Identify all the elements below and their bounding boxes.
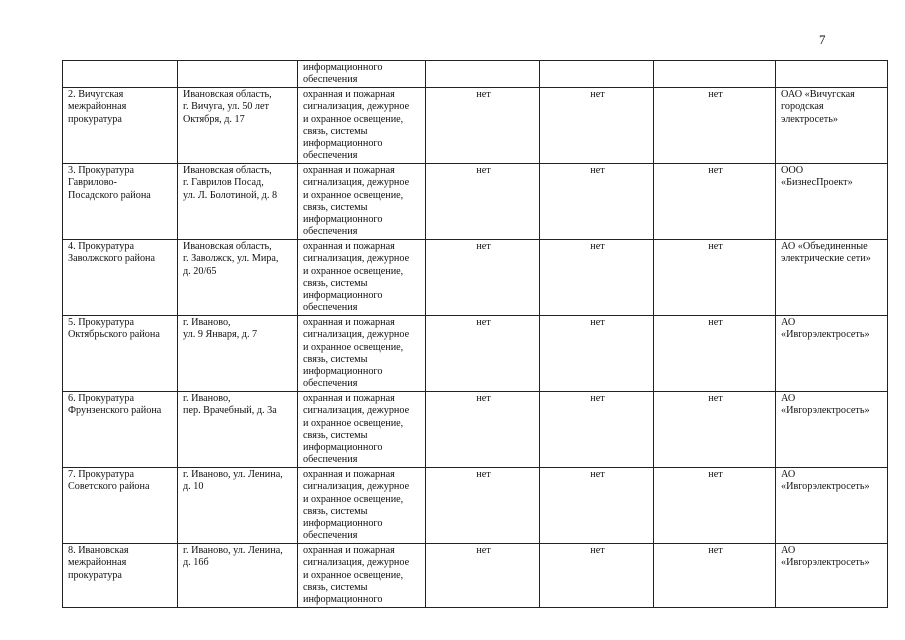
cell-supplier: АО «Ивгорэлектросеть» xyxy=(776,468,888,544)
cell-col6: нет xyxy=(654,164,776,240)
page-number: 7 xyxy=(819,32,826,47)
cell-col5: нет xyxy=(540,240,654,316)
cell-supplier: АО «Ивгорэлектросеть» xyxy=(776,392,888,468)
cell-address: г. Иваново, ул. Ленина, д. 16б xyxy=(178,544,298,608)
cell-address: Ивановская область, г. Заволжск, ул. Мира, д. 20/65 xyxy=(178,240,298,316)
cell-col6: нет xyxy=(654,392,776,468)
cell-col5: нет xyxy=(540,392,654,468)
cell-systems: охранная и пожарная сигнализация, дежурное и охранное освещение, связь, системы информационного обеспечения xyxy=(298,392,426,468)
table-row xyxy=(63,61,888,88)
cell-col4: нет xyxy=(426,468,540,544)
cell-systems: информационного обеспечения xyxy=(298,61,426,88)
cell-supplier xyxy=(776,61,888,88)
cell-supplier: ООО «БизнесПроект» xyxy=(776,164,888,240)
cell-office-name: 6. Прокуратура Фрунзенского района xyxy=(63,392,178,468)
cell-supplier: ОАО «Вичугская городская электросеть» xyxy=(776,88,888,164)
table-row xyxy=(63,468,888,544)
table-row xyxy=(63,392,888,468)
cell-address: г. Иваново, ул. Ленина, д. 10 xyxy=(178,468,298,544)
cell-systems: охранная и пожарная сигнализация, дежурное и охранное освещение, связь, системы информационного обеспечения xyxy=(298,88,426,164)
cell-supplier: АО «Объединенные электрические сети» xyxy=(776,240,888,316)
cell-col5: нет xyxy=(540,164,654,240)
cell-col6: нет xyxy=(654,240,776,316)
prosecutor-offices-table xyxy=(62,60,888,608)
cell-address: Ивановская область, г. Вичуга, ул. 50 лет Октября, д. 17 xyxy=(178,88,298,164)
cell-col4: нет xyxy=(426,164,540,240)
cell-col4: нет xyxy=(426,316,540,392)
cell-col4 xyxy=(426,61,540,88)
cell-address: г. Иваново, ул. 9 Января, д. 7 xyxy=(178,316,298,392)
cell-col4: нет xyxy=(426,544,540,608)
cell-address xyxy=(178,61,298,88)
cell-col6: нет xyxy=(654,316,776,392)
cell-col6: нет xyxy=(654,544,776,608)
table-row xyxy=(63,316,888,392)
table-row xyxy=(63,240,888,316)
cell-col6 xyxy=(654,61,776,88)
cell-address: Ивановская область, г. Гаврилов Посад, ул. Л. Болотиной, д. 8 xyxy=(178,164,298,240)
cell-office-name: 7. Прокуратура Советского района xyxy=(63,468,178,544)
cell-col4: нет xyxy=(426,240,540,316)
table-row xyxy=(63,88,888,164)
cell-systems: охранная и пожарная сигнализация, дежурное и охранное освещение, связь, системы информационного обеспечения xyxy=(298,316,426,392)
cell-systems: охранная и пожарная сигнализация, дежурное и охранное освещение, связь, системы информационного обеспечения xyxy=(298,164,426,240)
cell-supplier: АО «Ивгорэлектросеть» xyxy=(776,544,888,608)
cell-systems: охранная и пожарная сигнализация, дежурное и охранное освещение, связь, системы информационного обеспечения xyxy=(298,240,426,316)
table-row xyxy=(63,544,888,608)
cell-col4: нет xyxy=(426,88,540,164)
cell-col6: нет xyxy=(654,468,776,544)
cell-office-name xyxy=(63,61,178,88)
cell-office-name: 5. Прокуратура Октябрьского района xyxy=(63,316,178,392)
cell-office-name: 2. Вичугская межрайонная прокуратура xyxy=(63,88,178,164)
cell-col5: нет xyxy=(540,544,654,608)
cell-col4: нет xyxy=(426,392,540,468)
cell-col5 xyxy=(540,61,654,88)
cell-col6: нет xyxy=(654,88,776,164)
cell-col5: нет xyxy=(540,88,654,164)
cell-supplier: АО «Ивгорэлектросеть» xyxy=(776,316,888,392)
table-row xyxy=(63,164,888,240)
cell-office-name: 3. Прокуратура Гаврилово- Посадского района xyxy=(63,164,178,240)
cell-systems: охранная и пожарная сигнализация, дежурное и охранное освещение, связь, системы информационного xyxy=(298,544,426,608)
cell-col5: нет xyxy=(540,316,654,392)
cell-office-name: 4. Прокуратура Заволжского района xyxy=(63,240,178,316)
cell-systems: охранная и пожарная сигнализация, дежурное и охранное освещение, связь, системы информационного обеспечения xyxy=(298,468,426,544)
cell-col5: нет xyxy=(540,468,654,544)
cell-office-name: 8. Ивановская межрайонная прокуратура xyxy=(63,544,178,608)
cell-address: г. Иваново, пер. Врачебный, д. 3а xyxy=(178,392,298,468)
